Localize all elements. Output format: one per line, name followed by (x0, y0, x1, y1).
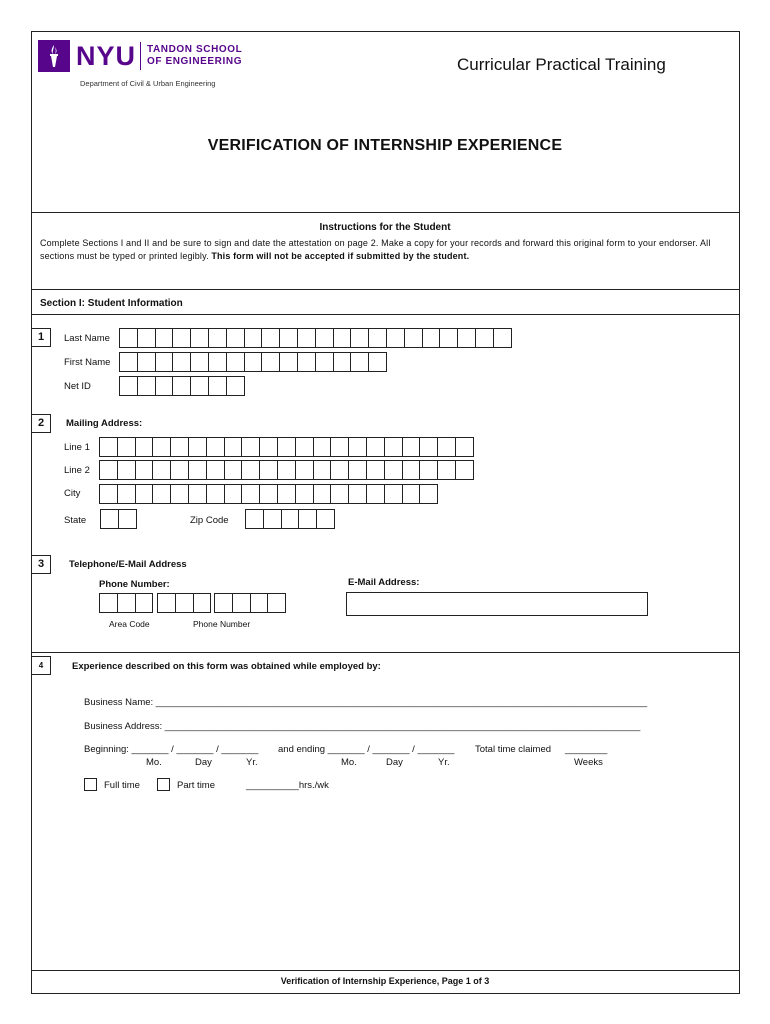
end-day-caption: Day (386, 757, 403, 768)
full-time-checkbox[interactable] (84, 778, 97, 791)
char-box[interactable] (330, 484, 349, 504)
char-box[interactable] (119, 352, 138, 372)
char-box[interactable] (315, 352, 334, 372)
weeks-caption: Weeks (574, 757, 603, 768)
area-code-caption: Area Code (109, 619, 150, 629)
net-id-field[interactable] (119, 376, 244, 396)
char-box[interactable] (190, 376, 209, 396)
char-box[interactable] (135, 484, 154, 504)
char-box[interactable] (244, 328, 263, 348)
char-box[interactable] (402, 484, 421, 504)
char-box[interactable] (457, 328, 476, 348)
char-box[interactable] (208, 352, 227, 372)
employment-heading: Experience described on this form was obtained while employed by: (72, 661, 381, 672)
char-box[interactable] (188, 460, 207, 480)
char-box[interactable] (119, 376, 138, 396)
char-box[interactable] (402, 460, 421, 480)
char-box[interactable] (155, 328, 174, 348)
char-box[interactable] (99, 437, 118, 457)
char-box[interactable] (241, 484, 260, 504)
char-box[interactable] (384, 484, 403, 504)
char-box[interactable] (155, 376, 174, 396)
ending-date-line[interactable]: and ending _______ / _______ / _______ (278, 744, 455, 755)
char-box[interactable] (313, 460, 332, 480)
email-address-label: E-Mail Address: (348, 577, 420, 588)
char-box[interactable] (226, 352, 245, 372)
char-box[interactable] (135, 437, 154, 457)
char-box[interactable] (135, 593, 154, 613)
logo-school-line1: TANDON SCHOOL (147, 44, 243, 55)
instructions-text (40, 237, 732, 263)
char-box[interactable] (259, 460, 278, 480)
last-name-label: Last Name (64, 333, 110, 344)
char-box[interactable] (224, 437, 243, 457)
char-box[interactable] (137, 376, 156, 396)
char-box[interactable] (214, 593, 233, 613)
char-box[interactable] (261, 328, 280, 348)
char-box[interactable] (152, 460, 171, 480)
char-box[interactable] (437, 437, 456, 457)
section1-title: Section I: Student Information (40, 298, 183, 309)
business-address-line[interactable]: Business Address: __________________________________________________________________________________________ (84, 721, 641, 732)
char-box[interactable] (155, 352, 174, 372)
email-address-field[interactable] (346, 592, 648, 616)
char-box[interactable] (152, 484, 171, 504)
address-line2-label: Line 2 (64, 465, 90, 476)
char-box[interactable] (330, 437, 349, 457)
address-line1-field[interactable] (99, 437, 473, 457)
char-box[interactable] (295, 437, 314, 457)
char-box[interactable] (170, 460, 189, 480)
char-box[interactable] (232, 593, 251, 613)
char-box[interactable] (172, 376, 191, 396)
begin-month-caption: Mo. (146, 757, 162, 768)
char-box[interactable] (315, 328, 334, 348)
char-box[interactable] (208, 328, 227, 348)
char-box[interactable] (190, 328, 209, 348)
question-number-3: 3 (31, 555, 51, 574)
char-box[interactable] (350, 352, 369, 372)
nyu-tandon-logo (38, 40, 258, 90)
hours-per-week-line[interactable]: __________hrs./wk (246, 780, 329, 791)
char-box[interactable] (366, 460, 385, 480)
char-box[interactable] (419, 437, 438, 457)
char-box[interactable] (277, 460, 296, 480)
char-box[interactable] (137, 352, 156, 372)
zip-code-field[interactable] (245, 509, 334, 529)
char-box[interactable] (493, 328, 512, 348)
char-box[interactable] (193, 593, 212, 613)
zip-code-label: Zip Code (190, 515, 229, 526)
char-box[interactable] (313, 484, 332, 504)
first-name-label: First Name (64, 357, 111, 368)
char-box[interactable] (170, 437, 189, 457)
phone-line-field[interactable] (214, 593, 285, 613)
char-box[interactable] (241, 460, 260, 480)
char-box[interactable] (333, 352, 352, 372)
logo-nyu-text: NYU (76, 41, 137, 71)
phone-prefix-field[interactable] (157, 593, 210, 613)
char-box[interactable] (419, 460, 438, 480)
char-box[interactable] (419, 484, 438, 504)
end-month-caption: Mo. (341, 757, 357, 768)
char-box[interactable] (188, 484, 207, 504)
form-title: VERIFICATION OF INTERNSHIP EXPERIENCE (207, 137, 563, 154)
instructions-warning: This form will not be accepted if submitted by the student. (211, 251, 470, 261)
char-box[interactable] (152, 437, 171, 457)
char-box[interactable] (455, 460, 474, 480)
char-box[interactable] (295, 460, 314, 480)
address-line1-label: Line 1 (64, 442, 90, 453)
first-name-field[interactable] (119, 352, 386, 372)
char-box[interactable] (366, 484, 385, 504)
char-box[interactable] (437, 460, 456, 480)
char-box[interactable] (333, 328, 352, 348)
logo-divider (140, 42, 141, 70)
char-box[interactable] (135, 460, 154, 480)
char-box[interactable] (313, 437, 332, 457)
char-box[interactable] (170, 484, 189, 504)
form-frame (31, 31, 740, 994)
char-box[interactable] (226, 376, 245, 396)
instructions-body: Complete Sections I and II and be sure to sign and date the attestation on page 2. Make a copy for your records and forward this original form to your endorser. All sections must be typed or printed legibly. (40, 238, 711, 261)
char-box[interactable] (117, 484, 136, 504)
char-box[interactable] (297, 352, 316, 372)
char-box[interactable] (348, 460, 367, 480)
state-label: State (64, 515, 87, 526)
area-code-field[interactable] (99, 593, 152, 613)
char-box[interactable] (175, 593, 194, 613)
divider-section4 (31, 652, 740, 653)
char-box[interactable] (386, 328, 405, 348)
char-box[interactable] (245, 509, 264, 529)
char-box[interactable] (188, 437, 207, 457)
char-box[interactable] (366, 437, 385, 457)
phone-number-label: Phone Number: (99, 579, 170, 590)
char-box[interactable] (261, 352, 280, 372)
char-box[interactable] (277, 484, 296, 504)
char-box[interactable] (206, 437, 225, 457)
char-box[interactable] (384, 437, 403, 457)
char-box[interactable] (226, 328, 245, 348)
last-name-field[interactable] (119, 328, 511, 348)
char-box[interactable] (118, 509, 137, 529)
char-box[interactable] (368, 328, 387, 348)
char-box[interactable] (119, 328, 138, 348)
char-box[interactable] (350, 328, 369, 348)
char-box[interactable] (281, 509, 300, 529)
char-box[interactable] (439, 328, 458, 348)
divider-footer (31, 970, 740, 971)
net-id-label: Net ID (64, 381, 91, 392)
full-time-label: Full time (104, 780, 140, 791)
question-number-2: 2 (31, 414, 51, 433)
part-time-checkbox[interactable] (157, 778, 170, 791)
business-name-line[interactable]: Business Name: _____________________________________________________________________________________________ (84, 697, 648, 708)
char-box[interactable] (206, 460, 225, 480)
char-box[interactable] (100, 509, 119, 529)
char-box[interactable] (259, 484, 278, 504)
page-footer: Verification of Internship Experience, Page 1 of 3 (280, 976, 490, 986)
city-field[interactable] (99, 484, 437, 504)
logo-school-line2: OF ENGINEERING (147, 56, 243, 67)
char-box[interactable] (224, 460, 243, 480)
part-time-label: Part time (177, 780, 216, 791)
char-box[interactable] (267, 593, 286, 613)
char-box[interactable] (279, 328, 298, 348)
char-box[interactable] (422, 328, 441, 348)
phone-number-caption: Phone Number (193, 619, 251, 629)
char-box[interactable] (117, 593, 136, 613)
char-box[interactable] (206, 484, 225, 504)
end-year-caption: Yr. (438, 757, 450, 768)
char-box[interactable] (172, 328, 191, 348)
char-box[interactable] (224, 484, 243, 504)
question-number-1: 1 (31, 328, 51, 347)
char-box[interactable] (99, 593, 118, 613)
beginning-date-line[interactable]: Beginning: _______ / _______ / _______ (84, 744, 259, 755)
char-box[interactable] (250, 593, 269, 613)
total-time-blank[interactable]: ________ (565, 744, 608, 755)
instructions-title: Instructions for the Student (319, 222, 451, 233)
char-box[interactable] (316, 509, 335, 529)
char-box[interactable] (348, 484, 367, 504)
document-type: Curricular Practical Training (457, 55, 666, 74)
char-box[interactable] (263, 509, 282, 529)
char-box[interactable] (297, 328, 316, 348)
char-box[interactable] (241, 437, 260, 457)
char-box[interactable] (475, 328, 494, 348)
char-box[interactable] (295, 484, 314, 504)
telephone-email-heading: Telephone/E-Mail Address (69, 559, 187, 570)
divider-section1-bottom (31, 314, 740, 315)
char-box[interactable] (348, 437, 367, 457)
address-line2-field[interactable] (99, 460, 473, 480)
char-box[interactable] (99, 460, 118, 480)
char-box[interactable] (190, 352, 209, 372)
logo-school-text (147, 44, 242, 68)
state-field[interactable] (100, 509, 136, 529)
char-box[interactable] (279, 352, 298, 372)
total-time-label: Total time claimed (475, 744, 552, 755)
department-name: Department of Civil & Urban Engineering (80, 79, 216, 88)
char-box[interactable] (404, 328, 423, 348)
char-box[interactable] (99, 484, 118, 504)
mailing-address-heading: Mailing Address: (66, 418, 143, 429)
char-box[interactable] (298, 509, 317, 529)
nyu-torch-icon (38, 40, 70, 72)
question-number-4: 4 (31, 656, 51, 675)
char-box[interactable] (259, 437, 278, 457)
char-box[interactable] (244, 352, 263, 372)
char-box[interactable] (157, 593, 176, 613)
char-box[interactable] (330, 460, 349, 480)
char-box[interactable] (368, 352, 387, 372)
begin-day-caption: Day (195, 757, 212, 768)
char-box[interactable] (402, 437, 421, 457)
char-box[interactable] (117, 460, 136, 480)
char-box[interactable] (117, 437, 136, 457)
divider-instructions (31, 212, 740, 213)
char-box[interactable] (137, 328, 156, 348)
char-box[interactable] (208, 376, 227, 396)
char-box[interactable] (455, 437, 474, 457)
char-box[interactable] (277, 437, 296, 457)
char-box[interactable] (172, 352, 191, 372)
char-box[interactable] (384, 460, 403, 480)
begin-year-caption: Yr. (246, 757, 258, 768)
city-label: City (64, 488, 81, 499)
divider-section1-top (31, 289, 740, 290)
